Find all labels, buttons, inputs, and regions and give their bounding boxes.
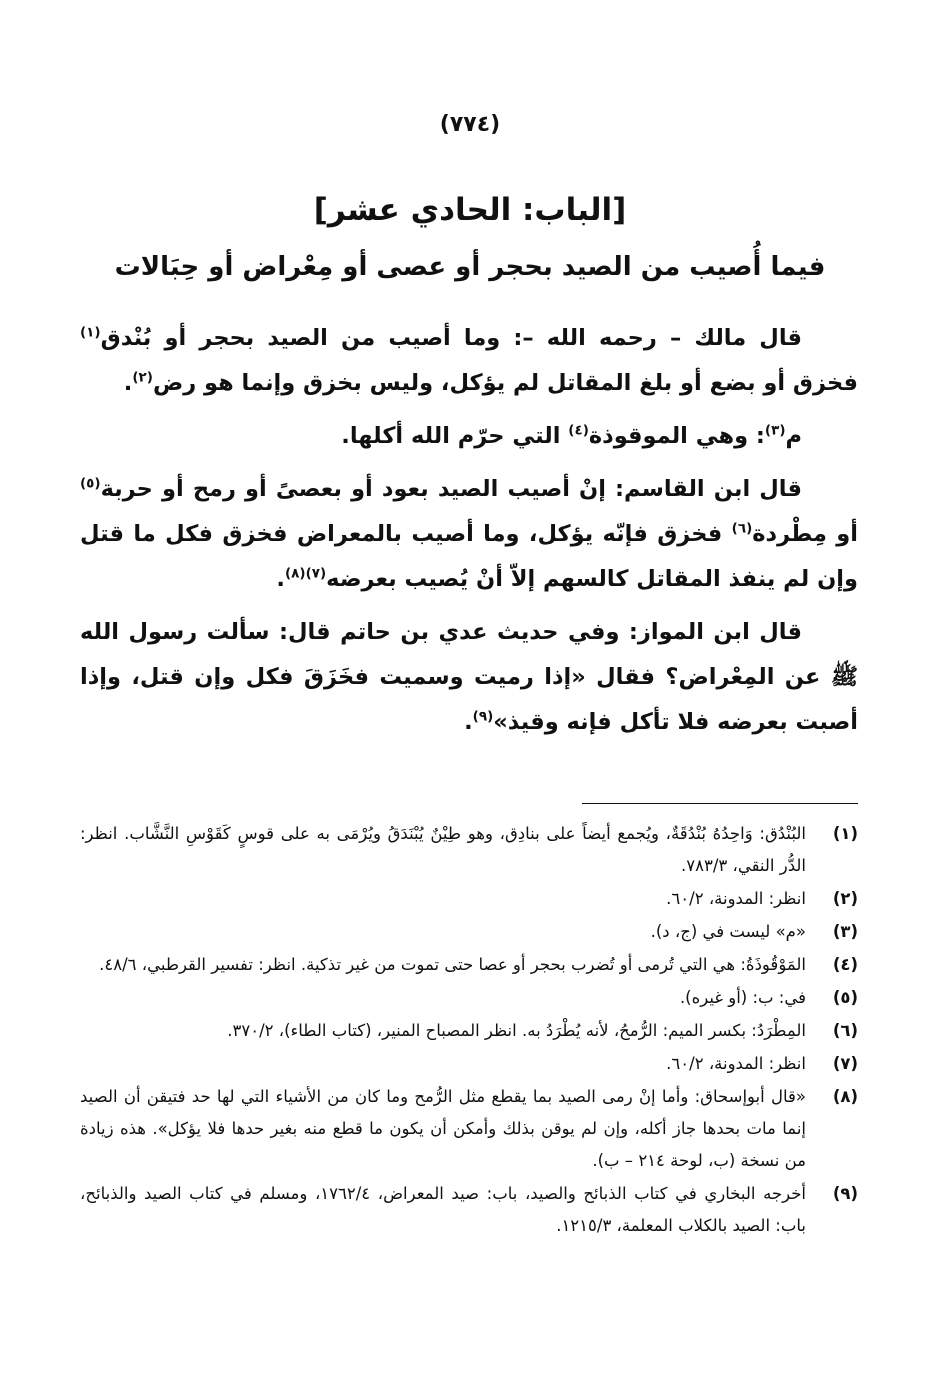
footnote-text: «م» ليست في (ج، د). — [650, 922, 806, 941]
footnote-text: انظر: المدونة، ٦٠/٢. — [666, 889, 806, 908]
footnote — [80, 1048, 858, 1080]
footnote-text: انظر: المدونة، ٦٠/٢. — [666, 1054, 806, 1073]
footnote — [80, 818, 858, 882]
footnote-ref: (٢) — [132, 369, 153, 386]
paragraph-text: التي حرّم الله أكلها. — [341, 423, 569, 449]
main-text — [80, 316, 858, 753]
footnote — [80, 1015, 858, 1047]
footnote-number: (١) — [832, 824, 858, 843]
paragraph-text: أو مِطْردة — [752, 521, 858, 547]
paragraph-text: قال ابن القاسم: إنْ أصيب الصيد بعود أو بعصىً أو رمح أو حربة — [100, 476, 802, 502]
page-number: (٧٧٤) — [439, 112, 501, 137]
paragraph — [80, 610, 858, 745]
footnote-text: البُنْدُق: وَاحِدُهُ بُنْدُقَةٌ، ويُجمع أيضاً على بنادِق، وهو طِيْنٌ يُبْنَدَقُ ويُرْمَى به على قوسٍ كَقَوْسِ النَّشَّاب. انظر: الدُّر النقي، ٧٨٣/٣. — [80, 824, 806, 875]
footnote — [80, 883, 858, 915]
footnote — [80, 916, 858, 948]
footnote-ref: (٩) — [472, 708, 494, 725]
paragraph-text: فخزق أو بضع أو بلغ المقاتل لم يؤكل، وليس بخزق وإنما هو رض — [152, 370, 858, 396]
paragraph — [80, 414, 858, 459]
paragraph — [80, 467, 858, 602]
footnote-text: المِطْرَدُ: بكسر الميم: الرُّمحُ، لأنه يُطْرَدُ به. انظر المصباح المنير، (كتاب الطاء)، ٣٧٠/٢. — [227, 1021, 806, 1040]
paragraph-text: . — [276, 566, 285, 592]
footnote-separator — [582, 803, 858, 804]
footnote — [80, 1081, 858, 1177]
paragraph-text: . — [123, 370, 133, 396]
paragraph-text: م — [785, 423, 802, 449]
footnote-number: (٣) — [832, 922, 858, 941]
paragraph-text: قال مالك – رحمه الله –: وما أصيب من الصيد بحجر أو بُنْدق — [100, 325, 802, 351]
footnote-ref: (١) — [80, 324, 101, 341]
paragraph-text: . — [464, 709, 473, 735]
footnote-number: (٨) — [832, 1087, 858, 1106]
footnote-text: المَوْقُوذَةُ: هي التي تُرمى أو تُضرب بحجر أو عصا حتى تموت من غير تذكية. انظر: تفسير القرطبي، ٤٨/٦. — [99, 955, 806, 974]
footnote-ref: (٦) — [731, 520, 753, 537]
chapter-subtitle: فيما أُصيب من الصيد بحجر أو عصى أو مِعْراض أو حِبَالات — [114, 252, 826, 282]
footnote-text: «قال أبوإسحاق: وأما إنْ رمى الصيد بما يقطع مثل الرُّمح وما كان من الأشياء التي لها حد فتيقن أن الصيد إنما مات بحدها جاز أكله، وإن لم يوقن بذلك وأمكن أن يكون ما قطع منه بغير حدها فلا يؤكل». هذه زيادة من نسخة (ب، لوحة ٢١٤ – ب). — [80, 1087, 806, 1170]
footnote-ref: (٧)(٨) — [284, 565, 327, 582]
paragraph — [80, 316, 858, 406]
footnotes — [80, 818, 858, 1243]
paragraph-text: فخزق فإنّه يؤكل، وما أصيب بالمعراض فخزق فكل ما قتل وإن لم ينفذ المقاتل كالسهم إلاّ أنْ يُصيب بعرضه — [80, 521, 858, 592]
footnote-number: (٢) — [832, 889, 858, 908]
footnote-ref: (٤) — [568, 422, 589, 439]
footnote-number: (٥) — [832, 988, 858, 1007]
paragraph-text: قال ابن المواز: وفي حديث عدي بن حاتم قال: سألت رسول الله ﷺ عن المِعْراض؟ فقال «إذا رميت وسميت فخَزَقَ فكل وإن قتل، وإذا أصبت بعرضه فلا تأكل فإنه وقيذ» — [80, 619, 858, 735]
footnote-number: (٧) — [832, 1054, 858, 1073]
footnote-ref: (٥) — [80, 475, 101, 492]
footnote — [80, 1178, 858, 1242]
footnote-text: في: ب: (أو غيره). — [679, 988, 806, 1007]
footnote-text: أخرجه البخاري في كتاب الذبائح والصيد، باب: صيد المعراض، ١٧٦٢/٤، ومسلم في كتاب الصيد والذبائح، باب: الصيد بالكلاب المعلمة، ١٢١٥/٣. — [80, 1184, 807, 1235]
footnote-number: (٦) — [832, 1021, 858, 1040]
chapter-title: [الباب: الحادي عشر] — [313, 192, 627, 228]
footnote-ref: (٣) — [764, 422, 786, 439]
footnote-number: (٤) — [832, 955, 858, 974]
paragraph-text: : وهي الموقوذة — [588, 423, 765, 449]
footnote — [80, 982, 858, 1014]
footnote-number: (٩) — [832, 1184, 858, 1203]
footnote — [80, 949, 858, 981]
